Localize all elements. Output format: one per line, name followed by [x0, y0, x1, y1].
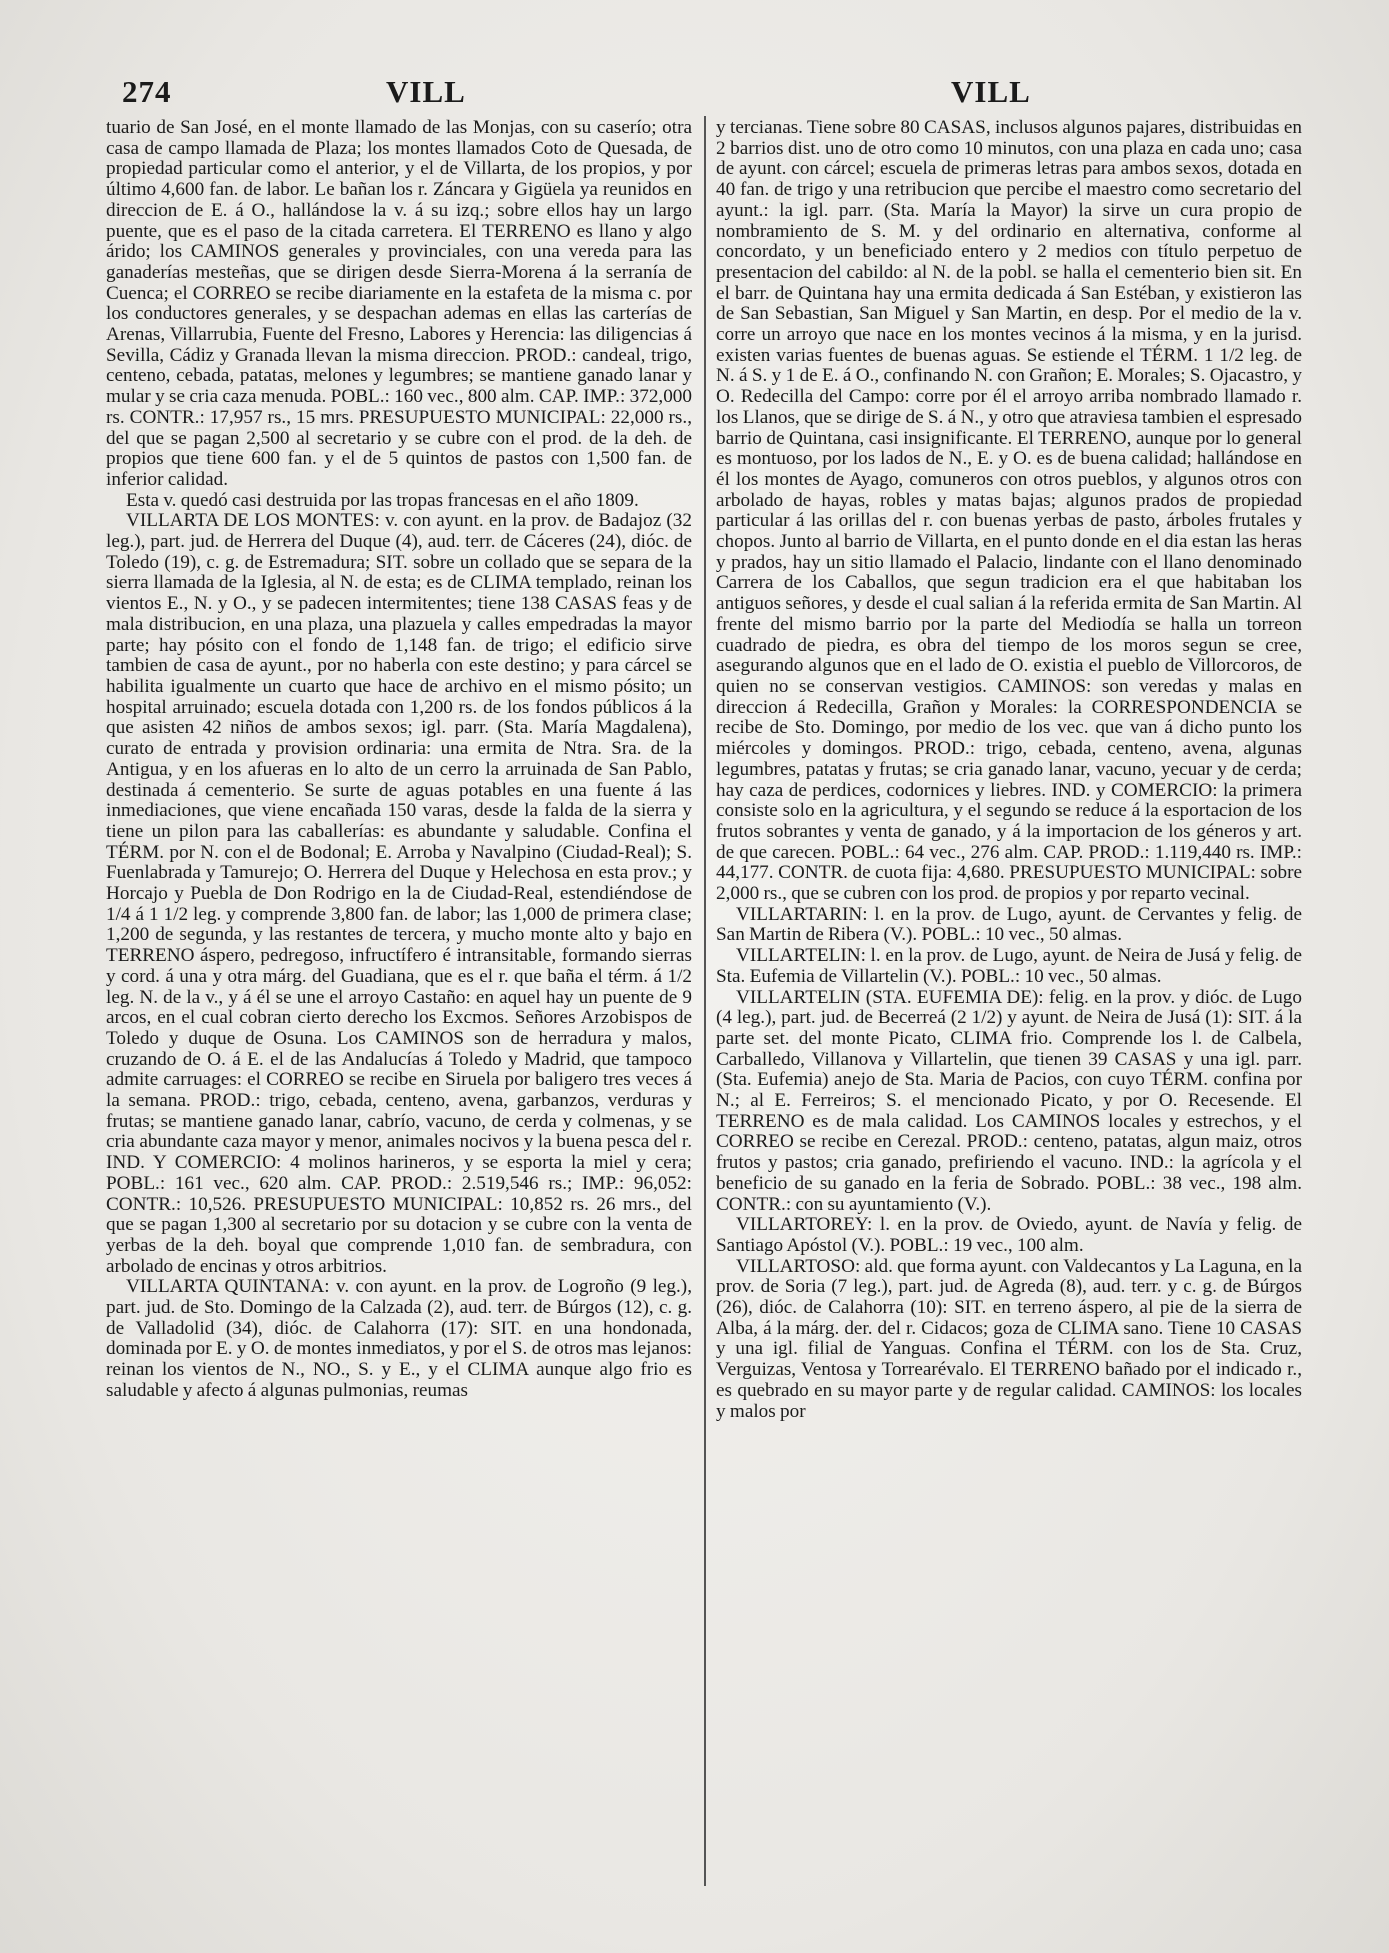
entry-villartelin-sta-eufemia: VILLARTELIN (STA. EUFEMIA DE): felig. en la prov. y dióc. de Lugo (4 leg.), part. jud. de Becerreá (2 1/2) y ayunt. de Neira de Jusá (1): SIT. á la parte set. del monte Picato, CLIMA frio. Comprende los l. de Calbela, Carballedo, Villanova y Villartelin, que tienen 39 CASAS y una igl. parr. (Sta. Eufemia) anejo de Sta. Maria de Pacios, con cuyo TÉRM. confina por N.; al E. Ferreiros; S. el mencionado Picato, y por O. Recesende. El TERRENO es de mala calidad. Los CAMINOS locales y estrechos, y el CORREO se recibe en Cerezal. PROD.: centeno, patatas, algun maiz, otros frutos y pastos; cria ganado, prefiriendo el vacuno. IND.: la agrícola y el beneficio de su ganado en la feria de Sobrado. POBL.: 38 vec., 198 alm. CONTR.: con su ayuntamiento (V.). [716, 986, 1302, 1215]
left-running-head: VILL [386, 74, 466, 109]
page-header [106, 74, 1296, 114]
entry-villartoso: VILLARTOSO: ald. que forma ayunt. con Valdecantos y La Laguna, en la prov. de Soria (7 leg.), part. jud. de Agreda (8), aud. terr. y c. g. de Búrgos (26), dióc. de Calahorra (10): SIT. en terreno áspero, al pie de la sierra de Alba, á la márg. der. del r. Cidacos; goza de CLIMA sano. Tiene 10 CASAS y una igl. filial de Yanguas. Confina el TÉRM. con los de Sta. Cruz, Verguizas, Ventosa y Torrearévalo. El TERRENO bañado por el indicado r., es quebrado en su mayor parte y de regular calidad. CAMINOS: los locales y malos por [716, 1255, 1302, 1422]
right-running-head: VILL [951, 74, 1031, 109]
paragraph: Esta v. quedó casi destruida por las tropas francesas en el año 1809. [126, 489, 639, 511]
entry-villartarin: VILLARTARIN: l. en la prov. de Lugo, ayunt. de Cervantes y felig. de San Martin de Ribera (V.). POBL.: 10 vec., 50 almas. [716, 903, 1302, 946]
page-number: 274 [122, 74, 172, 109]
paragraph: tuario de San José, en el monte llamado de las Monjas, con su caserío; otra casa de campo llamada de Plaza; los montes llamados Coto de Quesada, de propiedad particular como el anterior, y el de Villarta, de los propios, y por último 4,600 fan. de labor. Le bañan los r. Záncara y Gigüela ya reunidos en direccion de E. á O., hallándose la v. á su izq.; sobre ellos hay un largo puente, que es el paso de la citada carretera. El TERRENO es llano y algo árido; los CAMINOS generales y provinciales, con una vereda para las ganaderías mesteñas, que se dirigen desde Sierra-Morena á la serranía de Cuenca; el CORREO se recibe diariamente en la estafeta de la misma c. por los conductores generales, y se despachan ademas en ellas las carterías de Arenas, Villarrubia, Fuente del Fresno, Labores y Herencia: las diligencias á Sevilla, Cádiz y Granada llevan la misma direccion. PROD.: candeal, trigo, centeno, cebada, patatas, melones y legumbres; se mantiene ganado lanar y mular y se cria caza menuda. POBL.: 160 vec., 800 alm. CAP. IMP.: 372,000 rs. CONTR.: 17,957 rs., 15 mrs. PRESUPUESTO MUNICIPAL: 22,000 rs., del que se pagan 2,500 al secretario y se cubre con el prod. de la deh. de propios que tiene 600 fan. y el de 5 quintos de pastos con 1,500 fan. de inferior calidad. [106, 117, 692, 490]
left-column [106, 118, 692, 1402]
right-column [716, 118, 1302, 1422]
entry-villartelin: VILLARTELIN: l. en la prov. de Lugo, ayunt. de Neira de Jusá y felig. de Sta. Eufemia de Villartelin (V.). POBL.: 10 vec., 50 almas. [716, 945, 1302, 987]
entry-villarta-quintana: VILLARTA QUINTANA: v. con ayunt. en la prov. de Logroño (9 leg.), part. jud. de Sto. Domingo de la Calzada (2), aud. terr. de Búrgos (12), c. g. de Valladolid (34), dióc. de Calahorra (17): SIT. en una hondonada, dominada por E. y O. de montes inmediatos, y por el S. de otros mas lejanos: reinan los vientos de N., NO., S. y E., y el CLIMA aunque algo frio es saludable y afecto á algunas pulmonias, reumas [106, 1276, 692, 1401]
column-divider [704, 116, 706, 1886]
paragraph: y tercianas. Tiene sobre 80 CASAS, inclusos algunos pajares, distribuidas en 2 barrios dist. uno de otro como 10 minutos, con una plaza en cada uno; casa de ayunt. con cárcel; escuela de primeras letras para ambos sexos, dotada en 40 fan. de trigo y una retribucion que percibe el maestro como secretario del ayunt.: la igl. parr. (Sta. María la Mayor) la sirve un cura propio de nombramiento de S. M. y del ordinario en alternativa, conforme al concordato, y un beneficiado entero y 2 medios con título perpetuo de presentacion del cabildo: al N. de la pobl. se halla el cementerio bien sit. En el barr. de Quintana hay una ermita dedicada á San Estéban, y existieron las de San Sebastian, San Miguel y San Martin, en desp. Por el medio de la v. corre un arroyo que nace en los montes vecinos á la misma, y en la jurisd. existen varias fuentes de buenas aguas. Se estiende el TÉRM. 1 1/2 leg. de N. á S. y 1 de E. á O., confinando N. con Grañon; E. Morales; S. Ojacastro, y O. Redecilla del Campo: corre por él el arroyo arriba nombrado llamado r. los Llanos, que se dirige de S. á N., y otro que atraviesa tambien el espresado barrio de Quintana, casi insignificante. El TERRENO, aunque por lo general es montuoso, por los lados de N., E. y O. es de buena calidad; hallándose en él los montes de Ayago, comuneros con otros pueblos, y algunos otros con arbolado de hayas, robles y matas bajas; algunos prados de propiedad particular á las orillas del r. con buenas yerbas de pasto, árboles frutales y chopos. Junto al barrio de Villarta, en el punto donde en el dia estan las heras y prados, hay un sitio llamado el Palacio, lindante con el llano denominado Carrera de los Caballos, que segun tradicion era el que habitaban los antiguos señores, y desde el cual salian á la referida ermita de San Martin. Al frente del mismo barrio por la parte del Mediodía se halla un torreon cuadrado de piedra, es obra del tiempo de los moros segun se cree, asegurando algunos que en el lado de O. existia el pueblo de Villorcoros, de quien no se conservan vestigios. CAMINOS: son veredas y malas en direccion á Redecilla, Grañon y Morales: la CORRESPONDENCIA se recibe de Sto. Domingo, por medio de los vec. que van á dicho punto los miércoles y domingos. PROD.: trigo, cebada, centeno, avena, algunas legumbres, patatas y frutas; se cria ganado lanar, vacuno, yecuar y de cerda; hay caza de perdices, codornices y liebres. IND. y COMERCIO: la primera consiste solo en la agricultura, y el segundo se reduce á la esportacion de los frutos sobrantes y venta de ganado, y á la importacion de los géneros y art. de que carecen. POBL.: 64 vec., 276 alm. CAP. PROD.: 1.119,440 rs. IMP.: 44,177. CONTR. de cuota fija: 4,680. PRESUPUESTO MUNICIPAL: sobre 2,000 rs., que se cubren con los prod. de propios y por reparto vecinal. [716, 117, 1302, 905]
entry-villarta-de-los-montes: VILLARTA DE LOS MONTES: v. con ayunt. en la prov. de Badajoz (32 leg.), part. jud. de Herrera del Duque (4), aud. terr. de Cáceres (24), dióc. de Toledo (19), c. g. de Estremadura; SIT. sobre un collado que se separa de la sierra llamada de la Iglesia, al N. de esta; es de CLIMA templado, reinan los vientos E., N. y O., y se padecen intermitentes; tiene 138 CASAS feas y de mala distribucion, en una plaza, una plazuela y calles empedradas la mayor parte; hay pósito con el fondo de 1,148 fan. de trigo; el edificio sirve tambien de casa de ayunt., por no haberla con este destino; y para cárcel se habilita igualmente un cuarto que hace de archivo en el mismo pósito; un hospital arruinado; escuela dotada con 1,200 rs. de los fondos públicos á la que asisten 42 niños de ambos sexos; igl. parr. (Sta. María Magdalena), curato de entrada y provision ordinaria: una ermita de Ntra. Sra. de la Antigua, y en los afueras en lo alto de un cerro la arruinada de San Pablo, destinada á cementerio. Se surte de aguas potables en una fuente á las inmediaciones, que viene encañada 150 varas, desde la falda de la sierra y tiene un pilon para las caballerías: es abundante y saludable. Confina el TÉRM. por N. con el de Bodonal; E. Arroba y Navalpino (Ciudad-Real); S. Fuenlabrada y Tamurejo; O. Herrera del Duque y Helechosa en esta prov.; y Horcajo y Puebla de Don Rodrigo en la de Ciudad-Real, estendiéndose de 1/4 á 1 1/2 leg. y comprende 3,800 fan. de labor; las 1,000 de primera clase; 1,200 de segunda, y las restantes de tercera, y mucho monte alto y bajo en TERRENO áspero, pedregoso, infructífero é intransitable, formando sierras y cord. á una y otra márg. del Guadiana, que es el r. que baña el térm. á 1/2 leg. N. de la v., y á él se une el arroyo Castaño: en aquel hay un puente de 9 arcos, en el cual cobran cierto derecho los Excmos. Señores Arzobispos de Toledo y duque de Osuna. Los CAMINOS son de herradura y malos, cruzando de O. á E. el de las Andalucías á Toledo y Madrid, que tampoco admite carruages: el CORREO se recibe en Siruela por baligero tres veces á la semana. PROD.: trigo, cebada, centeno, avena, garbanzos, verduras y frutas; se mantiene ganado lanar, cabrío, vacuno, de cerda y colmenas, y se cria abundante caza mayor y menor, animales nocivos y la buena pesca del r. IND. Y COMERCIO: 4 molinos harineros, y se esporta la miel y cera; POBL.: 161 vec., 620 alm. CAP. PROD.: 2.519,546 rs.; IMP.: 96,052: CONTR.: 10,526. PRESUPUESTO MUNICIPAL: 10,852 rs. 26 mrs., del que se pagan 1,300 al secretario por su dotacion y se cubre con la venta de yerbas de la deh. boyal que comprende 1,010 fan. de sembradura, con arbolado de encinas y otros arbitrios. [106, 510, 692, 1277]
entry-villartorey: VILLARTOREY: l. en la prov. de Oviedo, ayunt. de Navía y felig. de Santiago Apóstol (V.). POBL.: 19 vec., 100 alm. [716, 1214, 1302, 1256]
